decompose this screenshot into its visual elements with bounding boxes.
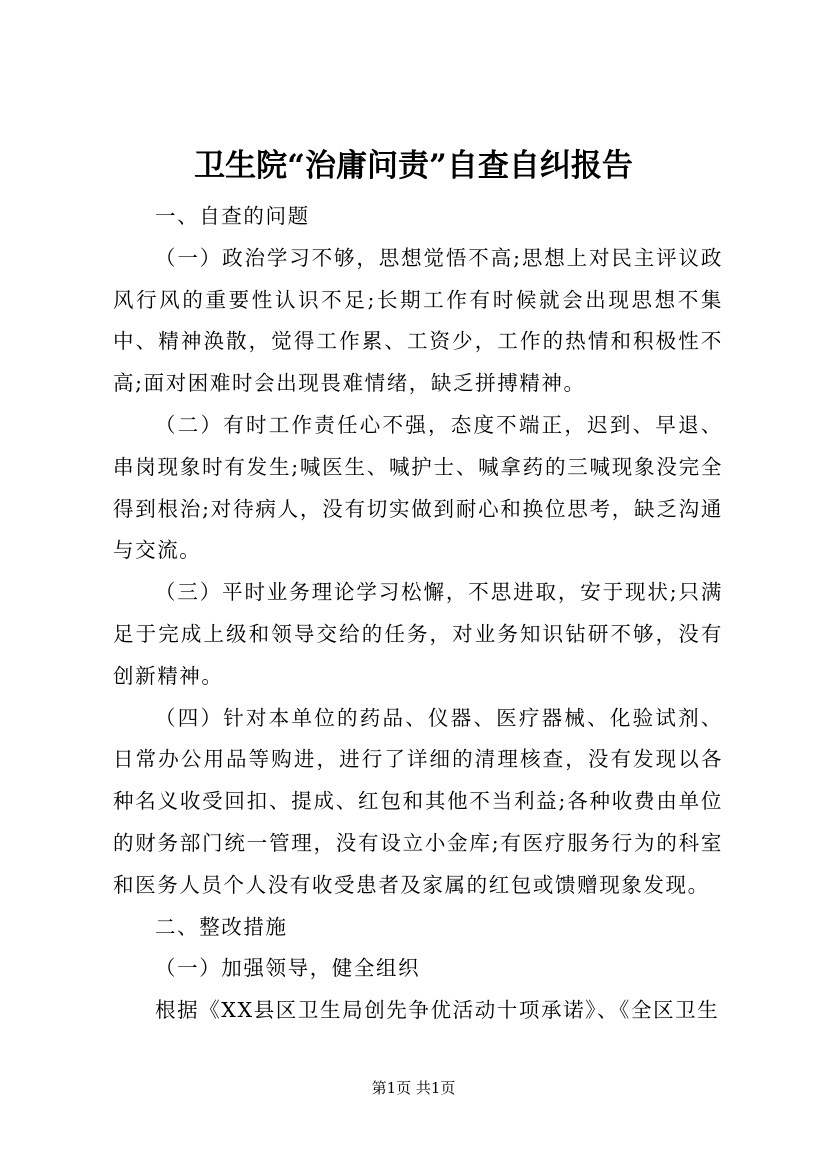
page-footer: 第1页 共1页 — [371, 1079, 456, 1097]
document-title: 卫生院“治庸问责”自查自纠报告 — [194, 148, 633, 184]
paragraph-measure-1: 根据《XX县区卫生局创先争优活动十项承诺》、《全区卫生 — [155, 998, 720, 1023]
paragraph-problem-3: （三）平时业务理论学习松懈，不思进取，安于现状;只满足于完成上级和领导交给的任务，对业务知识钻研不够，没有创新精神。 — [113, 580, 723, 688]
section-heading-measures: 二、整改措施 — [155, 914, 288, 939]
section-heading-problems: 一、自查的问题 — [155, 204, 310, 228]
subheading-measure-1: （一）加强领导，健全组织 — [155, 956, 421, 981]
paragraph-problem-2: （二）有时工作责任心不强，态度不端正，迟到、早退、串岗现象时有发生;喊医生、喊护士、喊拿药的三喊现象没完全得到根治;对待病人，没有切实做到耐心和换位思考，缺乏沟通与交流。 — [113, 412, 723, 563]
document-body — [113, 196, 723, 1032]
paragraph-problem-4: （四）针对本单位的药品、仪器、医疗器械、化验试剂、日常办公用品等购进，进行了详细的清理核查，没有发现以各种名义收受回扣、提成、红包和其他不当利益;各种收费由单位的财务部门统一管理，没有设立小金库;有医疗服务行为的科室和医务人员个人没有收受患者及家属的红包或馈赠现象发现。 — [113, 705, 723, 897]
paragraph-problem-1: （一）政治学习不够，思想觉悟不高;思想上对民主评议政风行风的重要性认识不足;长期工作有时候就会出现思想不集中、精神涣散，觉得工作累、工资少，工作的热情和积极性不高;面对困难时会出现畏难情绪，缺乏拼搏精神。 — [113, 245, 723, 396]
